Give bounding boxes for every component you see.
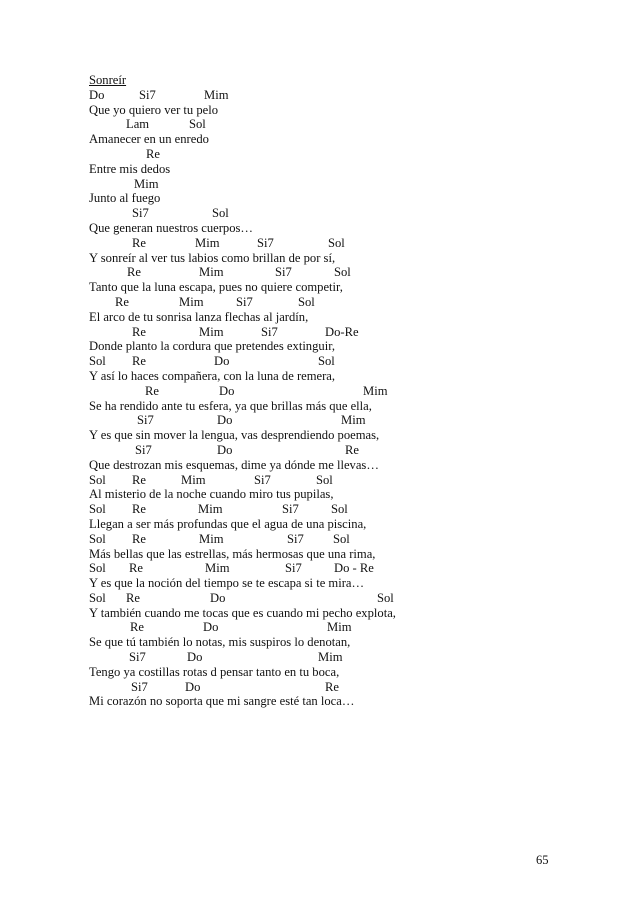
lyric-line: Junto al fuego (89, 191, 161, 206)
chord-line (89, 325, 569, 340)
chord: Re (132, 235, 146, 250)
song-lines (89, 88, 569, 709)
lyric-line: Se ha rendido ante tu esfera, ya que brillas más que ella, (89, 398, 372, 413)
lyric-line: El arco de tu sonrisa lanza flechas al jardín, (89, 309, 309, 324)
lyric-line: Donde planto la cordura que pretendes extinguir, (89, 339, 336, 354)
chord-line (89, 443, 569, 458)
lyric-line: Se que tú también lo notas, mis suspiros lo denotan, (89, 635, 351, 650)
chord-line (89, 502, 569, 517)
chord-line (89, 561, 569, 576)
chord: Mim (199, 265, 224, 280)
chord: Mim (199, 324, 224, 339)
chord: Sol (316, 472, 333, 487)
chord-line (89, 265, 569, 280)
chord: Sol (89, 531, 106, 546)
chord: Mim (181, 472, 206, 487)
chord: Do (210, 590, 226, 605)
chord: Mim (341, 413, 366, 428)
chord: Re (126, 590, 140, 605)
chord: Sol (334, 265, 351, 280)
chord: Si7 (135, 442, 152, 457)
chord: Re (146, 146, 160, 161)
chord: Sol (331, 502, 348, 517)
chord: Do (203, 620, 219, 635)
chord: Sol (89, 561, 106, 576)
chord: Re (132, 502, 146, 517)
chord: Si7 (261, 324, 278, 339)
chord-line (89, 88, 569, 103)
chord: Si7 (282, 502, 299, 517)
chord-line (89, 236, 569, 251)
chord: Sol (89, 354, 106, 369)
chord: Sol (89, 590, 106, 605)
chord: Do (185, 679, 201, 694)
chord: Do-Re (325, 324, 359, 339)
chord: Re (325, 679, 339, 694)
chord: Si7 (129, 650, 146, 665)
lyric-line: Más bellas que las estrellas, más hermosas que una rima, (89, 546, 376, 561)
chord: Re (345, 442, 359, 457)
chord: Lam (126, 117, 150, 132)
lyric-line: Y así lo haces compañera, con la luna de remera, (89, 368, 336, 383)
lyric-line: Amanecer en un enredo (89, 132, 209, 147)
chord-line (89, 591, 569, 606)
chord: Si7 (254, 472, 271, 487)
chord-line (89, 532, 569, 547)
chord: Mim (205, 561, 230, 576)
lyric-line: Y es que sin mover la lengua, vas desprendiendo poemas, (89, 428, 380, 443)
chord: Re (127, 265, 141, 280)
chord-line (89, 147, 569, 162)
lyric-line: Tengo ya costillas rotas d pensar tanto en tu boca, (89, 664, 340, 679)
chord: Sol (328, 235, 345, 250)
chord-line (89, 117, 569, 132)
lyric-line: Llegan a ser más profundas que el agua de una piscina, (89, 516, 367, 531)
lyric-line: Y es que la noción del tiempo se te escapa si te mira… (89, 576, 365, 591)
chord: Si7 (139, 87, 156, 102)
chord: Si7 (285, 561, 302, 576)
chord: Do (219, 383, 235, 398)
chord: Re (115, 294, 129, 309)
lyric-line: Entre mis dedos (89, 161, 171, 176)
chord: Re (145, 383, 159, 398)
chord: Mim (327, 620, 352, 635)
chord: Mim (179, 294, 204, 309)
page-number: 65 (536, 853, 549, 867)
chord-line (89, 177, 569, 192)
chord-line (89, 650, 569, 665)
chord: Do (89, 87, 105, 102)
chord: Si7 (287, 531, 304, 546)
song-sheet (89, 73, 569, 709)
lyric-line: Que generan nuestros cuerpos… (89, 220, 254, 235)
chord: Do (217, 442, 233, 457)
chord: Re (132, 531, 146, 546)
lyric-line: Tanto que la luna escapa, pues no quiere competir, (89, 280, 343, 295)
chord: Sol (318, 354, 335, 369)
lyric-line: Y sonreír al ver tus labios como brillan de por sí, (89, 250, 336, 265)
chord: Re (130, 620, 144, 635)
chord: Re (132, 472, 146, 487)
lyric-line: Que destrozan mis esquemas, dime ya dónde me llevas… (89, 457, 379, 472)
chord: Si7 (236, 294, 253, 309)
chord: Re (132, 354, 146, 369)
lyric-line: Al misterio de la noche cuando miro tus pupilas, (89, 487, 334, 502)
chord: Si7 (132, 206, 149, 221)
chord: Mim (318, 650, 343, 665)
lyric-line: Mi corazón no soporta que mi sangre esté tan loca… (89, 694, 355, 709)
chord: Si7 (257, 235, 274, 250)
chord: Sol (298, 294, 315, 309)
chord-line (89, 473, 569, 488)
song-title: Sonreír (89, 73, 127, 87)
chord: Sol (89, 472, 106, 487)
chord: Do (217, 413, 233, 428)
lyric-line: Y también cuando me tocas que es cuando mi pecho explota, (89, 605, 396, 620)
chord: Mim (204, 87, 229, 102)
chord: Sol (189, 117, 206, 132)
chord: Sol (89, 502, 106, 517)
chord: Mim (199, 531, 224, 546)
chord: Mim (198, 502, 223, 517)
chord: Sol (212, 206, 229, 221)
chord: Si7 (275, 265, 292, 280)
chord-line (89, 620, 569, 635)
chord-line (89, 680, 569, 695)
chord: Mim (195, 235, 220, 250)
chord: Si7 (137, 413, 154, 428)
chord: Do (187, 650, 203, 665)
chord-line (89, 413, 569, 428)
chord: Mim (363, 383, 388, 398)
chord: Sol (333, 531, 350, 546)
chord-line (89, 295, 569, 310)
chord-line (89, 384, 569, 399)
chord: Sol (377, 590, 394, 605)
chord: Do (214, 354, 230, 369)
chord: Re (129, 561, 143, 576)
chord: Mim (134, 176, 159, 191)
chord: Re (132, 324, 146, 339)
lyric-line: Que yo quiero ver tu pelo (89, 102, 219, 117)
chord-line (89, 354, 569, 369)
chord-line (89, 206, 569, 221)
chord: Do - Re (334, 561, 374, 576)
chord: Si7 (131, 679, 148, 694)
